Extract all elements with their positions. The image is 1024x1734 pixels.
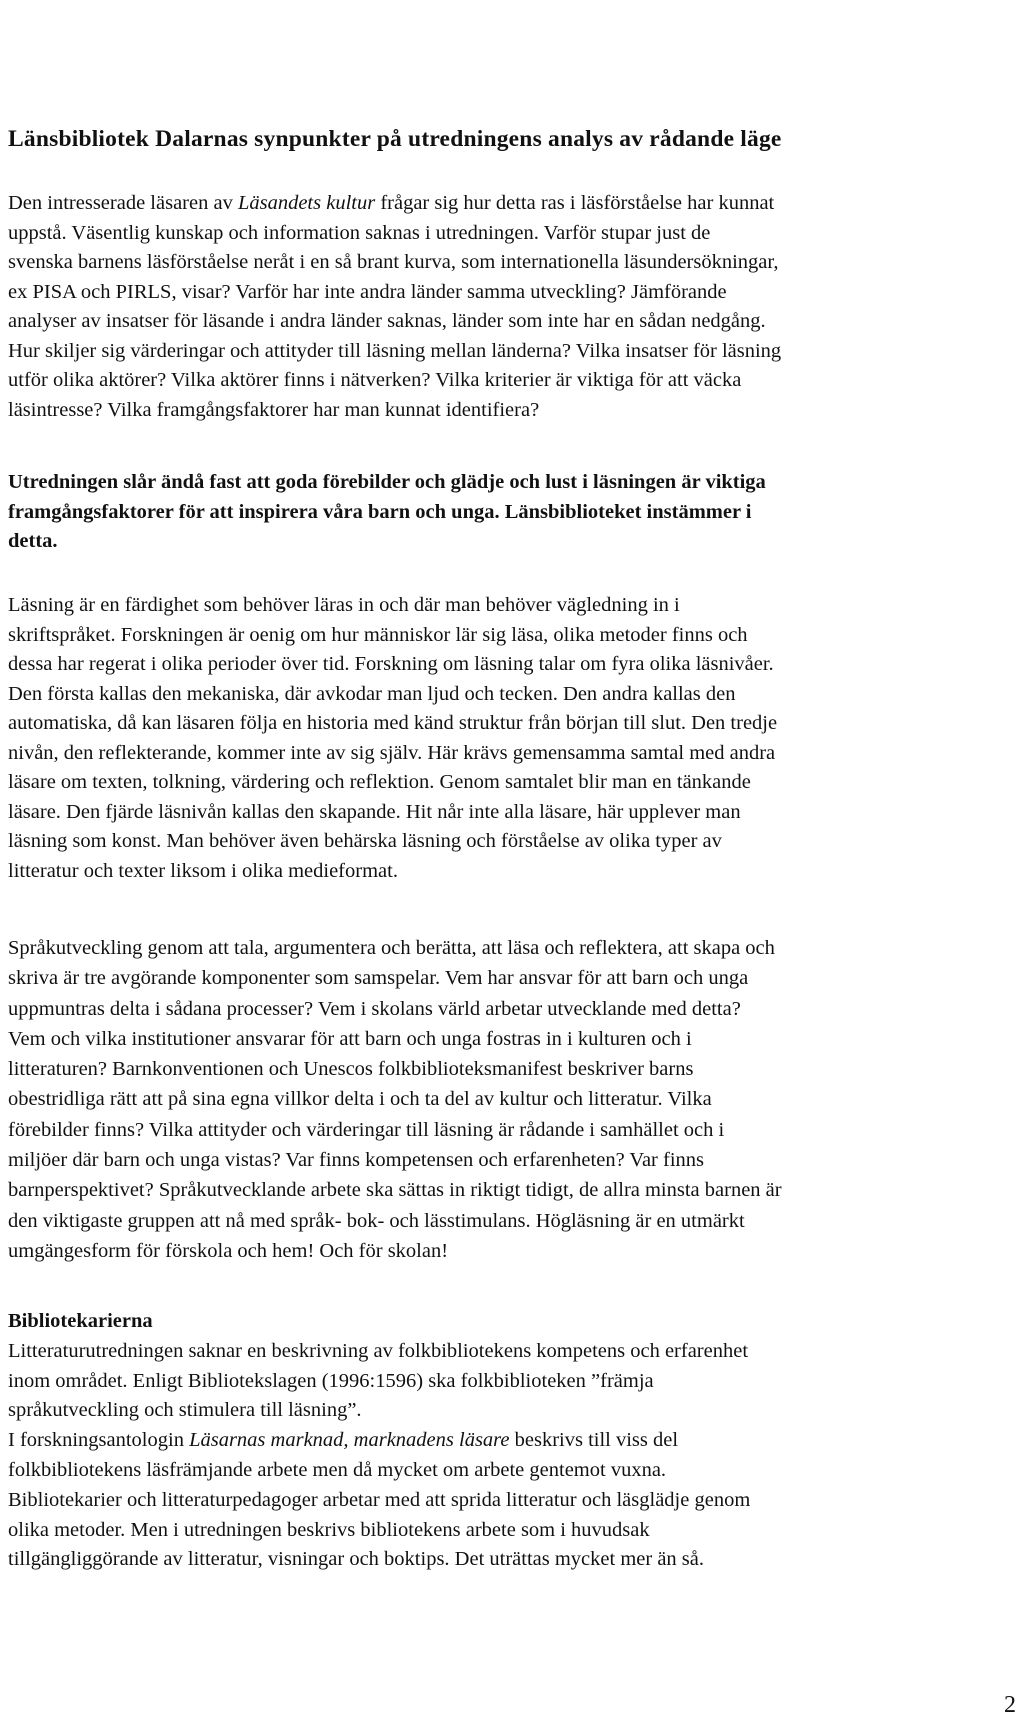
text-line: barnperspektivet? Språkutvecklande arbete ska sättas in riktigt tidigt, de allra minsta barnen är — [8, 1179, 782, 1202]
text-line: skriftspråket. Forskningen är oenig om hur människor lär sig läsa, olika metoder finns och — [8, 623, 748, 646]
text-line: dessa har regerat i olika perioder över tid. Forskning om läsning talar om fyra olika läsnivåer. — [8, 653, 774, 675]
text-line: miljöer där barn och unga vistas? Var finns kompetensen och erfarenheten? Var finns — [8, 1149, 705, 1172]
text-line: språkutveckling och stimulera till läsning”. — [8, 1399, 362, 1422]
text-line: nivån, den reflekterande, kommer inte av sig själv. Här krävs gemensamma samtal med andra — [8, 741, 776, 764]
text-line: förebilder finns? Vilka attityder och värderingar till läsning är rådande i samhället och i — [8, 1118, 725, 1141]
text-line: den viktigaste gruppen att nå med språk- bok- och lässtimulans. Högläsning är en utmärkt — [8, 1209, 745, 1232]
text-line: detta. — [8, 530, 58, 552]
text-line: läsintresse? Vilka framgångsfaktorer har man kunnat identifiera? — [8, 398, 540, 421]
text-line: svenska barnens läsförståelse neråt i en så brant kurva, som internationella läsundersökningar, — [8, 251, 779, 273]
text-line: analyser av insatser för läsande i andra länder saknas, länder som inte har en sådan nedgång. — [8, 310, 766, 332]
text-line: Den första kallas den mekaniska, där avkodar man ljud och tecken. Den andra kallas den — [8, 682, 736, 705]
section-librarians — [8, 1307, 1008, 1575]
text-line: obestridliga rätt att på sina egna villkor delta i och ta del av kultur och litteratur. Vilka — [8, 1088, 712, 1111]
paragraph-language-development — [8, 933, 1008, 1266]
text-line: Vem och vilka institutioner ansvarar för att barn och unga fostras in i kulturen och i — [8, 1027, 692, 1050]
section-heading: Bibliotekarierna — [8, 1310, 153, 1332]
text-line: läsare. Den fjärde läsnivån kallas den skapande. Hit når inte alla läsare, här upplever man — [8, 800, 741, 823]
text-line: litteratur och texter liksom i olika medieformat. — [8, 859, 398, 882]
text-line: uppstå. Väsentlig kunskap och information saknas i utredningen. Varför stupar just de — [8, 221, 711, 244]
text-line: Hur skiljer sig värderingar och attityder till läsning mellan länderna? Vilka insatser för läsning — [8, 339, 782, 362]
text-span: beskrivs till viss del — [509, 1429, 679, 1452]
text-span: Den intresserade läsaren av — [8, 192, 238, 214]
text-line: läsare om texten, tolkning, värdering och reflektion. Genom samtalet blir man en tänkande — [8, 771, 751, 793]
text-line: automatiska, då kan läsaren följa en historia med känd struktur från början till slut. Den tredje — [8, 712, 778, 734]
paragraph-reading-levels — [8, 591, 1008, 886]
text-line: utför olika aktörer? Vilka aktörer finns i nätverken? Vilka kriterier är viktiga för att väcka — [8, 369, 742, 391]
paragraph-analysis-questions — [8, 189, 1008, 425]
text-line: läsning som konst. Man behöver även behärska läsning och förståelse av olika typer av — [8, 830, 722, 852]
text-span: frågar sig hur detta ras i läsförståelse har kunnat — [375, 192, 775, 214]
paragraph-bold-statement — [8, 468, 1008, 557]
text-line: Litteraturutredningen saknar en beskrivning av folkbibliotekens kompetens och erfarenhet — [8, 1339, 749, 1362]
text-line: uppmuntras delta i sådana processer? Vem i skolans värld arbetar utvecklande med detta? — [8, 997, 741, 1020]
text-line: ex PISA och PIRLS, visar? Varför har inte andra länder samma utveckling? Jämförande — [8, 280, 727, 303]
text-line: Läsning är en färdighet som behöver läras in och där man behöver vägledning in i — [8, 594, 680, 616]
text-line — [8, 1426, 1008, 1456]
page-title: Länsbibliotek Dalarnas synpunkter på utredningens analys av rådande läge — [8, 126, 782, 152]
text-line: folkbibliotekens läsfrämjande arbete men då mycket om arbete gentemot vuxna. — [8, 1458, 667, 1481]
book-title-emphasis: Läsandets kultur — [237, 192, 376, 214]
text-span: I forskningsantologin — [8, 1429, 190, 1452]
text-line: olika metoder. Men i utredningen beskrivs bibliotekens arbete som i huvudsak — [8, 1518, 650, 1541]
text-line: Utredningen slår ändå fast att goda förebilder och glädje och lust i läsningen är viktiga — [8, 471, 766, 493]
text-line: skriva är tre avgörande komponenter som samspelar. Vem har ansvar för att barn och unga — [8, 967, 749, 990]
page-number: 2 — [1004, 1692, 1016, 1718]
book-title-emphasis: Läsarnas marknad, marknadens läsare — [189, 1429, 510, 1452]
text-line — [8, 189, 1008, 219]
text-line: litteraturen? Barnkonventionen och Unescos folkbiblioteksmanifest beskriver barns — [8, 1058, 694, 1081]
text-line: framgångsfaktorer för att inspirera våra barn och unga. Länsbiblioteket instämmer i — [8, 500, 752, 523]
text-line: Bibliotekarier och litteraturpedagoger arbetar med att sprida litteratur och läsglädje genom — [8, 1488, 751, 1511]
text-line: Språkutveckling genom att tala, argumentera och berätta, att läsa och reflektera, att skapa och — [8, 937, 775, 959]
text-line: umgängesform för förskola och hem! Och för skolan! — [8, 1239, 449, 1262]
text-line: tillgängliggörande av litteratur, visningar och boktips. Det uträttas mycket mer än så. — [8, 1548, 704, 1571]
text-line: inom området. Enligt Bibliotekslagen (1996:1596) ska folkbiblioteken ”främja — [8, 1369, 654, 1392]
